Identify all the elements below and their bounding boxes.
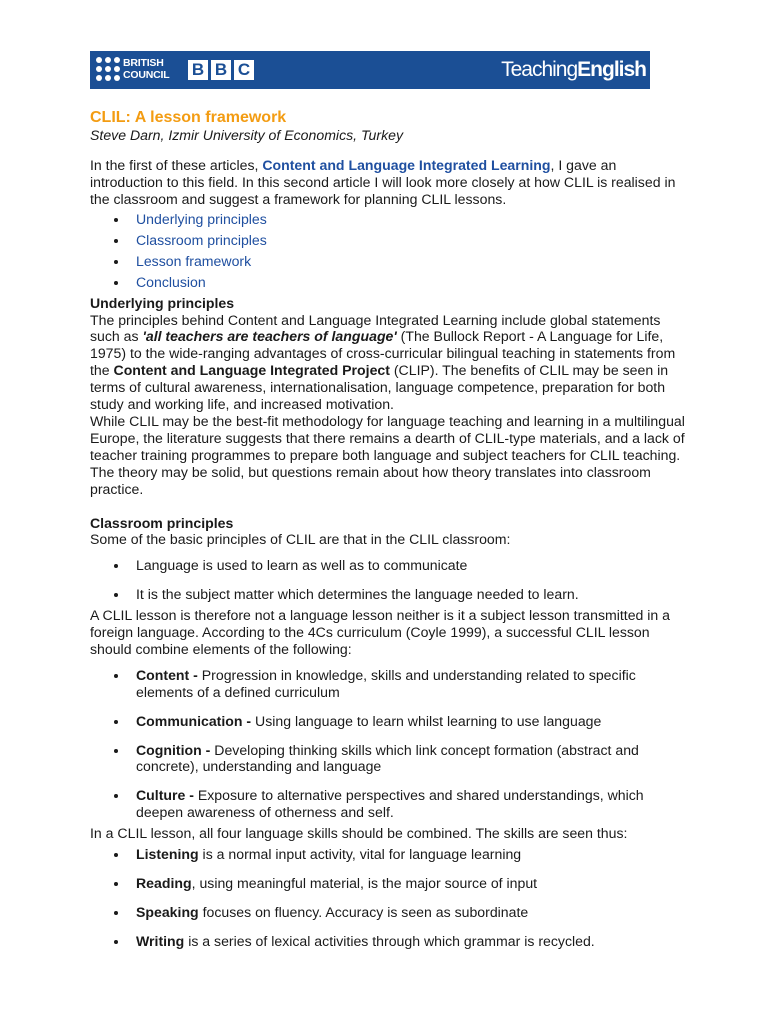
bbc-letter: B [188, 60, 208, 80]
p1-middle: (The Bullock Report - A Language for Life, 1975) to the wide-ranging advantages of cross-curricular bilingual teaching in statements from the [90, 328, 676, 379]
brand-line1: BRITISH [123, 57, 164, 69]
four-cs-item [90, 787, 690, 821]
toc-link-underlying[interactable]: Underlying principles [136, 210, 267, 227]
article-body [90, 108, 690, 950]
teaching-prefix: Teaching [501, 58, 578, 81]
toc-item [90, 211, 690, 232]
skill-item [90, 933, 690, 950]
skill-text: , using meaningful material, is the major source of input [191, 875, 538, 891]
p1-after: (CLIP). The benefits of CLIL may be seen in terms of cultural awareness, internationalisation, language competence, preparation for both study and working life, and increased motivation. [90, 362, 669, 413]
skills-lead: In a CLIL lesson, all four language skills should be combined. The skills are seen thus: [90, 825, 628, 842]
four-cs-item [90, 667, 690, 701]
p1-bold: Content and Language Integrated Project [113, 362, 390, 379]
toc-link-conclusion[interactable]: Conclusion [136, 273, 206, 290]
intro-before: In the first of these articles, [90, 156, 263, 173]
toc-item [90, 232, 690, 253]
toc-link-framework[interactable]: Lesson framework [136, 252, 252, 269]
skill-item [90, 904, 690, 921]
skill-term: Writing [136, 932, 185, 949]
toc-item [90, 253, 690, 274]
skill-text: is a series of lexical activities through which grammar is recycled. [184, 932, 595, 949]
four-cs-term: Communication - [136, 712, 256, 729]
toc-link-classroom[interactable]: Classroom principles [136, 231, 267, 248]
skill-text: focuses on fluency. Accuracy is seen as subordinate [198, 903, 529, 920]
classroom-lead: Some of the basic principles of CLIL are that in the CLIL classroom: [90, 531, 511, 548]
skill-term: Listening [136, 846, 199, 863]
principle-item: Language is used to learn as well as to communicate [90, 557, 690, 574]
p1-quote: 'all teachers are teachers of language' [142, 328, 397, 345]
four-cs-term: Culture - [136, 787, 198, 804]
principle-item: It is the subject matter which determines the language needed to learn. [90, 586, 690, 603]
teaching-suffix: English [577, 58, 646, 81]
four-cs-text: Using language to learn whilst learning to use language [255, 712, 602, 729]
underlying-heading: Underlying principles [90, 294, 235, 311]
toc-item [90, 274, 690, 295]
four-cs-text: Progression in knowledge, skills and understanding related to specific elements of a defined curriculum [136, 666, 636, 700]
bbc-letter: C [234, 60, 254, 80]
article-author: Steve Darn, Izmir University of Economics, Turkey [90, 127, 404, 143]
skill-term: Reading [136, 875, 192, 891]
intro-paragraph [90, 157, 690, 208]
p1-before: The principles behind Content and Language Integrated Learning include global statements such as [90, 311, 661, 345]
brand-line2: COUNCIL [123, 69, 170, 81]
four-cs-text: Exposure to alternative perspectives and shared understandings, which deepen awareness of otherness and self. [136, 787, 644, 821]
toc-list [90, 211, 690, 295]
four-cs-item [90, 713, 690, 730]
skills-list [90, 846, 690, 950]
classroom-heading: Classroom principles [90, 514, 234, 531]
four-cs-term: Content - [136, 666, 202, 683]
teaching-english-logo [501, 57, 646, 83]
four-cs-list [90, 667, 690, 821]
skill-term: Speaking [136, 903, 199, 920]
intro-link[interactable]: Content and Language Integrated Learning [262, 156, 551, 173]
four-cs-item [90, 742, 690, 776]
classroom-paragraph-2: A CLIL lesson is therefore not a language lesson neither is it a subject lesson transmitted in a foreign language. According to the 4Cs curriculum (Coyle 1999), a successful CLIL lesson should combine elements of the following: [90, 607, 671, 657]
british-council-dots-icon [96, 57, 120, 81]
skill-text: is a normal input activity, vital for language learning [198, 846, 522, 863]
header-banner [90, 51, 650, 89]
bbc-logo [188, 60, 254, 80]
skill-item [90, 846, 690, 863]
intro-after: , I gave an introduction to this field. In this second article I will look more closely at how CLIL is realised in the classroom and suggest a framework for planning CLIL lessons. [90, 156, 676, 207]
article-title: CLIL: A lesson framework [90, 109, 287, 126]
bbc-letter: B [211, 60, 231, 80]
skill-item [90, 875, 690, 892]
four-cs-text: Developing thinking skills which link concept formation (abstract and concrete), understanding and language [136, 741, 639, 775]
british-council-logo [123, 57, 169, 81]
underlying-paragraph-1 [90, 312, 690, 413]
principles-list [90, 557, 690, 603]
underlying-paragraph-2: While CLIL may be the best-fit methodology for language teaching and learning in a multilingual Europe, the literature suggests that there remains a dearth of CLIL-type materials, and a lack of teacher training programmes to prepare both language and subject teachers for CLIL teaching. The theory may be solid, but questions remain about how theory translates into classroom practice. [90, 412, 685, 497]
four-cs-term: Cognition - [136, 741, 215, 758]
